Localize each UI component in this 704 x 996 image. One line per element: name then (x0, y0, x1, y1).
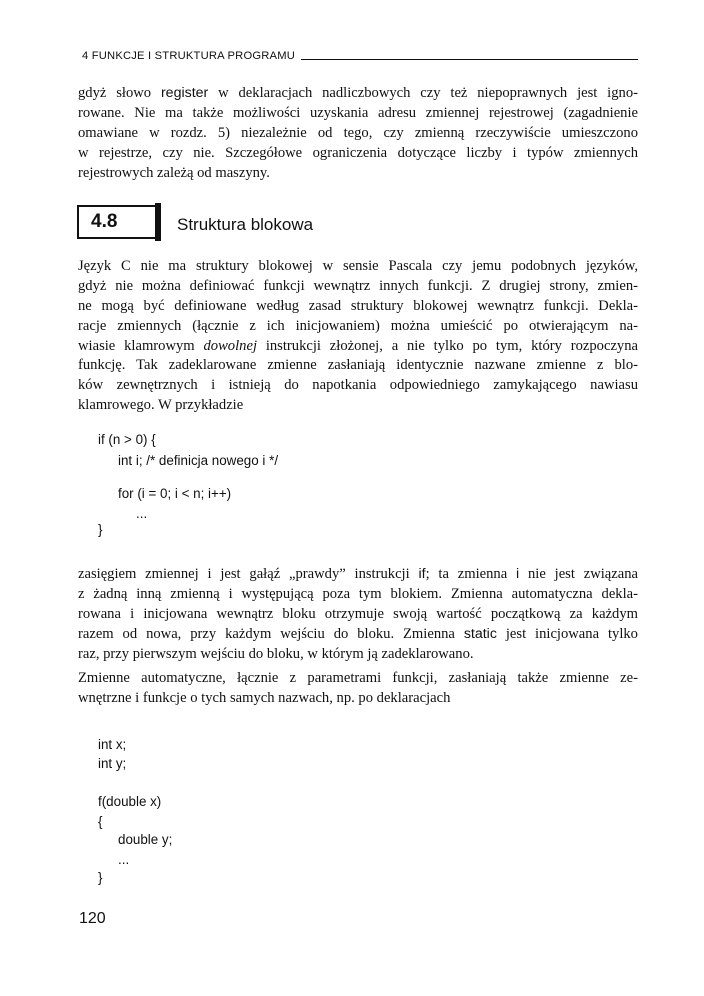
page-number: 120 (79, 910, 106, 927)
section-title: Struktura blokowa (177, 215, 314, 234)
text-line: funkcję. Tak zadeklarowane zmienne zasłaniają identycznie nazwane zmienne z blo- (78, 357, 638, 374)
paragraph-block-structure (78, 257, 638, 416)
text-line: gdyż nie można definiować funkcji wewnątrz innych funkcji. Z drugiej strony, zmien- (78, 277, 638, 294)
code-line: } (98, 870, 103, 885)
paragraph-register (78, 84, 638, 183)
text-line (78, 625, 638, 645)
running-header-rule (301, 59, 638, 60)
emphasis-dowolnej: dowolnej (203, 337, 257, 354)
text-line: Język C nie ma struktury blokowej w sensie Pascala czy jemu podobnych języków, (78, 258, 638, 274)
text-line (78, 84, 638, 104)
section-number-box-bar (155, 203, 161, 241)
text-line: ne mogą być definiowane według zasad struktury blokowej wewnątrz funkcji. Dekla- (78, 297, 638, 314)
text-line: Zmienne automatyczne, łącznie z parametrami funkcji, zasłaniają także zmienne ze- (78, 670, 638, 686)
text-line: rowana i inicjowana wewnątrz bloku otrzymuje swoją wartość początkową za każdym (78, 605, 638, 622)
text-line: wnętrzne i funkcje o tych samych nazwach, np. po deklaracjach (78, 689, 451, 706)
code-line: } (98, 522, 103, 537)
text-run: zasięgiem zmiennej i jest gałąź „prawdy” instrukcji (78, 566, 419, 582)
code-line: int y; (98, 756, 127, 771)
text-line: omawiane w rozdz. 5) niezależnie od tego, czy zmienną rzeczywiście umieszczono (78, 124, 638, 141)
text-line: ków zewnętrznych i istnieją do napotkania odpowiedniego zamykającego nawiasu (78, 377, 638, 394)
text-line: raz, przy pierwszym wejściu do bloku, w którym ją zadeklarowano. (78, 645, 474, 662)
text-line: rowane. Nie ma także możliwości uzyskania adresu zmiennej rejestrowej (zagadnienie (78, 104, 638, 121)
text-run: jest inicjowana tylko (496, 625, 638, 642)
text-line: racje zmiennych (łącznie z ich inicjowaniem) można umieścić po otwierającym na- (78, 317, 638, 334)
code-line: int x; (98, 737, 127, 752)
text-line (78, 337, 638, 357)
code-line: f(double x) (98, 794, 162, 809)
keyword-register: register (160, 85, 209, 101)
text-run: gdyż słowo (78, 85, 161, 101)
paragraph-scope (78, 565, 638, 664)
section-number: 4.8 (91, 211, 118, 232)
code-line: { (98, 814, 103, 829)
code-line: for (i = 0; i < n; i++) (118, 486, 232, 501)
text-run: instrukcji złożonej, a nie tylko po tym, który rozpoczyna (257, 337, 639, 354)
keyword-i: i (516, 566, 520, 582)
text-run: razem od nowa, przy każdym wejściu do bloku. Zmienna (78, 625, 464, 642)
text-line: rejestrowych zależą od maszyny. (78, 164, 270, 181)
code-line: if (n > 0) { (98, 432, 156, 447)
running-header (82, 42, 638, 62)
text-line: w rejestrze, czy nie. Szczegółowe ograniczenia dotyczące liczby i typów zmiennych (78, 144, 638, 161)
keyword-if: if (418, 566, 426, 582)
text-run: wiasie klamrowym (78, 337, 204, 354)
code-line: double y; (118, 832, 173, 847)
paragraph-shadowing (78, 669, 638, 709)
text-run: w deklaracjach nadliczbowych czy też niepoprawnych jest igno- (208, 85, 638, 101)
text-line: klamrowego. W przykładzie (78, 397, 244, 414)
keyword-static: static (463, 625, 497, 642)
text-run: nie jest związana (519, 566, 638, 582)
code-line: ... (136, 506, 148, 521)
text-line: z żadną inną zmienną i występującą poza tym blokiem. Zmienna automatyczna dekla- (78, 585, 638, 602)
code-line: ... (118, 852, 130, 867)
text-run: ; ta zmienna (425, 566, 517, 582)
running-header-text: 4 FUNKCJE I STRUKTURA PROGRAMU (82, 50, 295, 62)
code-line: int i; /* definicja nowego i */ (118, 453, 279, 468)
text-line (78, 565, 638, 585)
